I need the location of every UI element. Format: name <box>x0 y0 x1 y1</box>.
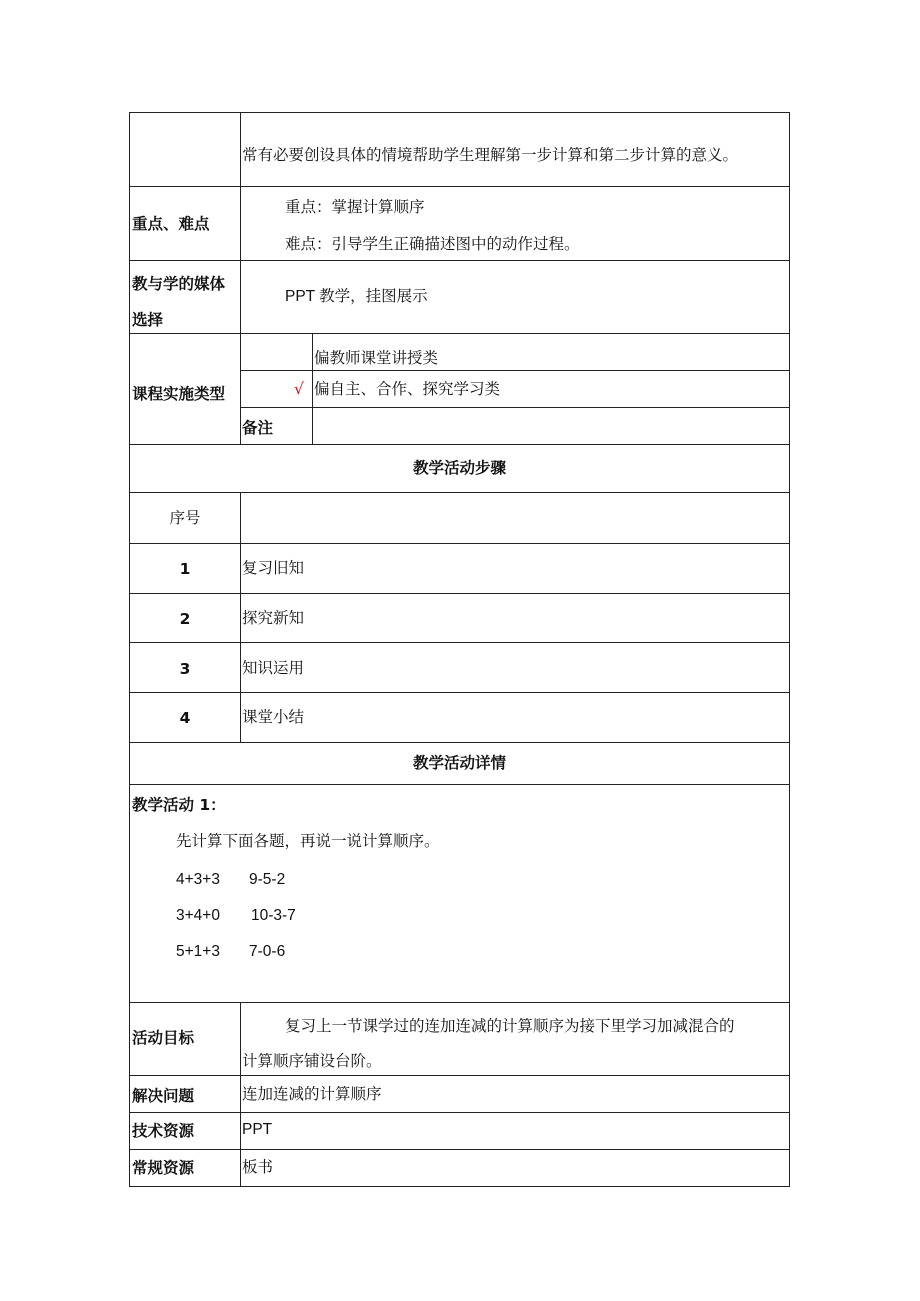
regular-value: 板书 <box>242 1158 274 1176</box>
step-number: 2 <box>179 610 191 628</box>
tech-label: 技术资源 <box>132 1122 195 1140</box>
steps-title: 教学活动步骤 <box>412 459 506 477</box>
step-number: 4 <box>179 709 191 727</box>
steps-header-number: 序号 <box>169 509 201 527</box>
step-number: 3 <box>179 660 191 678</box>
row-divider <box>130 444 789 445</box>
media-label-line1: 教与学的媒体 <box>132 275 226 293</box>
col-divider <box>312 333 313 444</box>
row-divider <box>240 370 789 371</box>
exercise-b: 7-0-6 <box>249 943 286 960</box>
step-name: 复习旧知 <box>242 559 305 577</box>
regular-label: 常规资源 <box>132 1159 195 1177</box>
key-point-text: 重点：掌握计算顺序 <box>285 198 425 216</box>
exercise-b: 9-5-2 <box>249 871 286 888</box>
course-type-checkmark: √ <box>294 380 304 398</box>
row-divider <box>130 333 789 334</box>
row-divider <box>130 593 789 594</box>
exercise-a: 4+3+3 <box>176 871 220 888</box>
row-divider <box>130 692 789 693</box>
course-type-label: 课程实施类型 <box>132 385 226 403</box>
media-value: PPT 教学，挂图展示 <box>285 288 428 305</box>
activity-instruction: 先计算下面各题，再说一说计算顺序。 <box>176 832 440 850</box>
col-divider <box>240 1002 241 1187</box>
exercise-b: 10-3-7 <box>251 907 296 924</box>
row-divider <box>130 186 789 187</box>
row-divider <box>130 784 789 785</box>
step-name: 探究新知 <box>242 609 305 627</box>
details-title: 教学活动详情 <box>412 754 506 772</box>
lesson-plan-table <box>129 112 790 1187</box>
row-divider <box>130 1002 789 1003</box>
course-type-option-inquiry: 偏自主、合作、探究学习类 <box>314 380 501 398</box>
step-name: 课堂小结 <box>242 708 305 726</box>
row-divider <box>130 742 789 743</box>
row-divider <box>130 642 789 643</box>
exercise-a: 3+4+0 <box>176 907 220 924</box>
note-label: 备注 <box>242 419 274 437</box>
col-divider <box>240 113 241 444</box>
course-type-option-lecture: 偏教师课堂讲授类 <box>314 349 439 367</box>
goal-text-line1: 复习上一节课学过的连加连减的计算顺序为接下里学习加减混合的 <box>285 1017 735 1035</box>
problem-value: 连加连减的计算顺序 <box>242 1085 382 1103</box>
difficulty-text: 难点：引导学生正确描述图中的动作过程。 <box>285 235 580 253</box>
row-divider <box>130 1112 789 1113</box>
goal-label: 活动目标 <box>132 1029 195 1047</box>
activity-label: 教学活动 1： <box>132 796 226 814</box>
key-points-label: 重点、难点 <box>132 215 210 233</box>
row-divider <box>130 260 789 261</box>
row-divider <box>130 1075 789 1076</box>
media-label-line2: 选择 <box>132 311 164 329</box>
row-divider <box>130 1149 789 1150</box>
row-divider <box>130 543 789 544</box>
intro-continuation-text: 常有必要创设具体的情境帮助学生理解第一步计算和第二步计算的意义。 <box>242 146 739 164</box>
col-divider <box>240 492 241 742</box>
tech-value: PPT <box>242 1121 273 1138</box>
step-number: 1 <box>179 560 191 578</box>
row-divider <box>240 407 789 408</box>
problem-label: 解决问题 <box>132 1087 195 1105</box>
exercise-a: 5+1+3 <box>176 943 220 960</box>
row-divider <box>130 492 789 493</box>
goal-text-line2: 计算顺序铺设台阶。 <box>242 1052 382 1070</box>
step-name: 知识运用 <box>242 659 305 677</box>
